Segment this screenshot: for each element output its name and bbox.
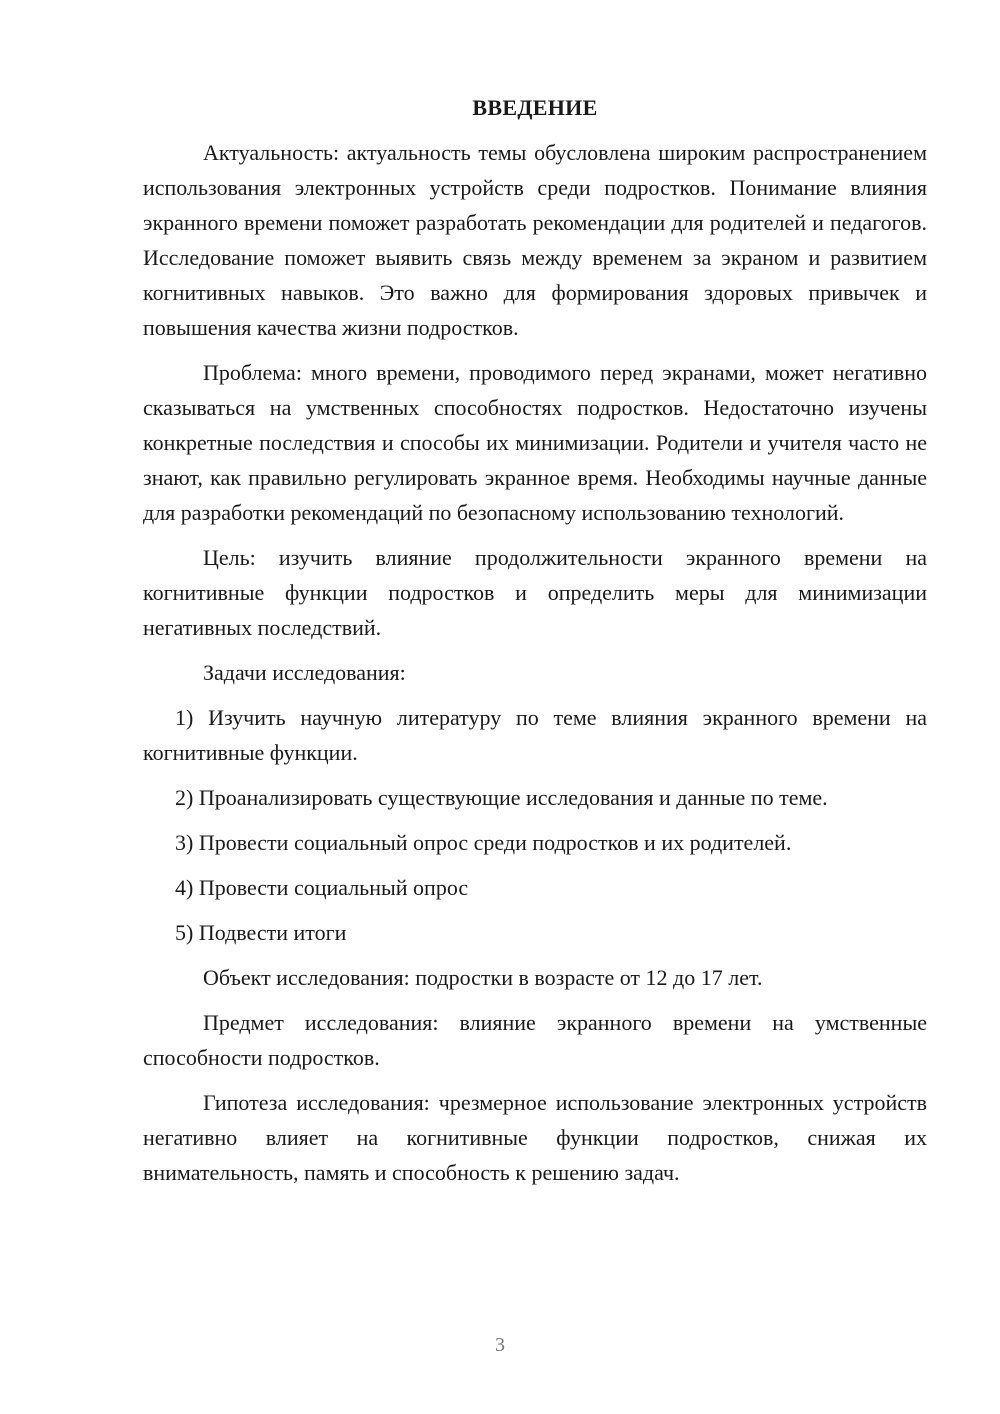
task-item-1: 1) Изучить научную литературу по теме влияния экранного времени на когнитивные функции. bbox=[143, 705, 927, 765]
task-item-2: 2) Проанализировать существующие исследования и данные по теме. bbox=[175, 785, 828, 810]
task-item-5: 5) Подвести итоги bbox=[175, 920, 347, 945]
hypothesis-paragraph: Гипотеза исследования: чрезмерное использование электронных устройств негативно влияет на когнитивные функции подростков, снижая их внимательность, память и способность к решению задач. bbox=[143, 1090, 927, 1185]
subject-paragraph: Предмет исследования: влияние экранного времени на умственные способности подростков. bbox=[143, 1010, 927, 1070]
relevance-paragraph: Актуальность: актуальность темы обусловлена широким распространением использования электронных устройств среди подростков. Понимание влияния экранного времени поможет разработать рекомендации для родителей и педагогов. Исследование поможет выявить связь между временем за экраном и развитием когнитивных навыков. Это важно для формирования здоровых привычек и повышения качества жизни подростков. bbox=[143, 140, 927, 340]
task-item-4: 4) Провести социальный опрос bbox=[175, 875, 469, 900]
task-item-3: 3) Провести социальный опрос среди подростков и их родителей. bbox=[175, 830, 792, 855]
object-paragraph: Объект исследования: подростки в возрасте от 12 до 17 лет. bbox=[203, 965, 763, 990]
tasks-heading: Задачи исследования: bbox=[203, 660, 406, 685]
document-page bbox=[143, 95, 927, 1200]
page-title: ВВЕДЕНИЕ bbox=[472, 95, 598, 120]
tasks-list bbox=[143, 700, 927, 950]
goal-paragraph: Цель: изучить влияние продолжительности экранного времени на когнитивные функции подростков и определить меры для минимизации негативных последствий. bbox=[143, 545, 927, 640]
page-number: 3 bbox=[495, 1334, 505, 1356]
problem-paragraph: Проблема: много времени, проводимого перед экранами, может негативно сказываться на умственных способностях подростков. Недостаточно изучены конкретные последствия и способы их минимизации. Родители и учителя часто не знают, как правильно регулировать экранное время. Необходимы научные данные для разработки рекомендаций по безопасному использованию технологий. bbox=[143, 360, 927, 525]
